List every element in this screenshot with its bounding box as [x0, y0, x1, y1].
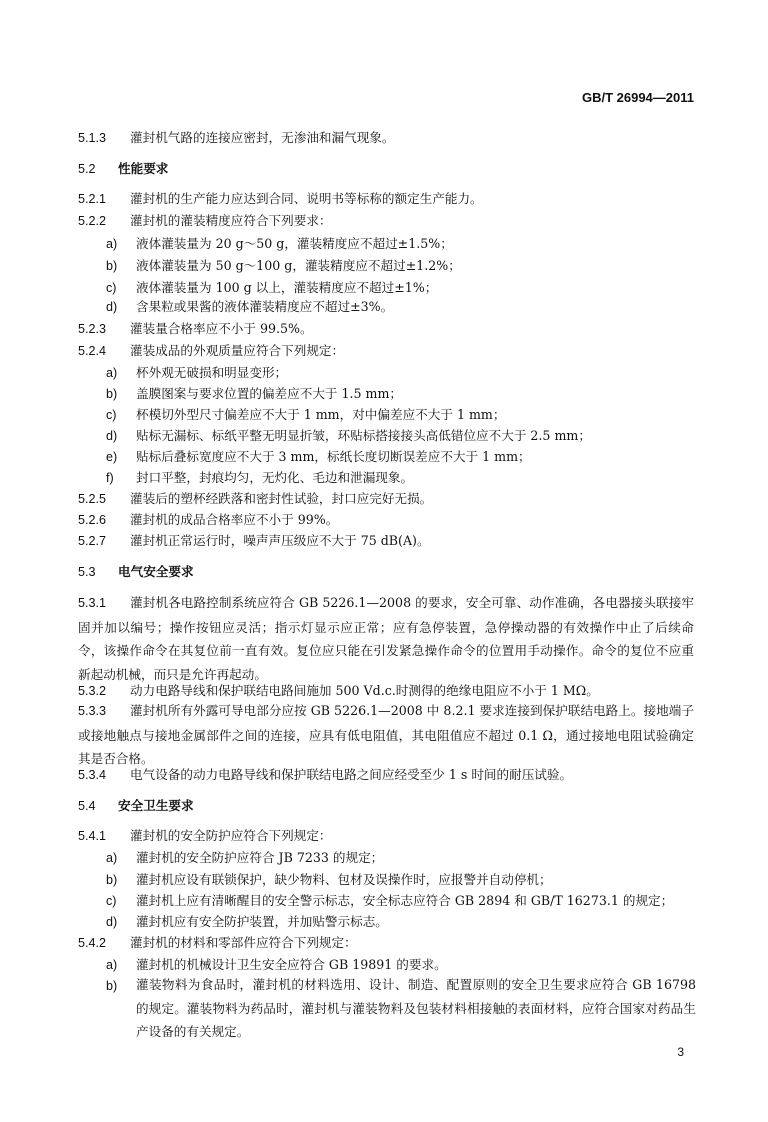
section-title: 电气安全要求 [118, 564, 194, 579]
clause-text: 动力电路导线和保护联结电路间施加 500 Vd.c.时测得的绝缘电阻应不小于 1 MΩ。 [130, 683, 599, 698]
item-label: d) [106, 300, 118, 314]
item-label: b) [106, 873, 118, 887]
clause-5-2-1 [78, 190, 483, 208]
item-label: a) [106, 851, 118, 865]
item-label: e) [106, 450, 118, 464]
list-item [106, 913, 388, 931]
item-text: 灌封机上应有清晰醒目的安全警示标志，安全标志应符合 GB 2894 和 GB/T 16273.1 的规定； [136, 893, 674, 908]
clause-5-2-3 [78, 320, 313, 338]
item-text: 含果粒或果酱的液体灌装精度应不超过±3%。 [136, 299, 394, 314]
list-item [106, 977, 136, 995]
clause-text: 灌封机所有外露可导电部分应按 GB 5226.1—2008 中 8.2.1 要求连接到保护联结电路上。接地端子或接地触点与接地金属部件之间的连接，应具有低电阻值，其电阻值应不超过 0.1 Ω，通过接地电阻试验确定其是否合格。 [78, 703, 694, 766]
clause-text: 灌封机气路的连接应密封，无渗油和漏气现象。 [130, 130, 395, 145]
clause-5-2-6 [78, 511, 338, 529]
clause-text: 灌封机正常运行时，噪声声压级应不大于 75 dB(A)。 [130, 533, 430, 548]
clause-number: 5.2.1 [78, 192, 107, 206]
item-label: a) [106, 237, 118, 251]
clause-text: 灌封机的灌装精度应符合下列要求： [130, 213, 332, 228]
item-text: 盖膜图案与要求位置的偏差应不大于 1.5 mm； [136, 386, 403, 401]
clause-number: 5.4.1 [78, 829, 107, 843]
item-label: b) [106, 259, 118, 273]
standard-header: GB/T 26994—2011 [581, 90, 694, 105]
list-item [106, 279, 437, 297]
clause-number: 5.3.3 [78, 704, 107, 718]
clause-5-2-7 [78, 532, 430, 550]
item-text: 贴标后叠标宽度应不大于 3 mm，标纸长度切断误差应不大于 1 mm； [136, 449, 531, 464]
list-item [106, 298, 393, 316]
clause-5-3-4 [78, 766, 572, 784]
clause-number: 5.2.4 [78, 344, 107, 358]
item-label: c) [106, 408, 117, 422]
list-item [106, 235, 453, 253]
section-number: 5.2 [78, 162, 96, 176]
clause-number: 5.1.3 [78, 131, 107, 145]
clause-text: 灌装后的塑杯经跌落和密封性试验，封口应完好无损。 [130, 491, 433, 506]
clause-5-3-1 [78, 591, 694, 686]
item-label: a) [106, 366, 118, 380]
item-text: 杯外观无破损和明显变形； [136, 365, 288, 380]
list-item [106, 385, 402, 403]
list-item [106, 406, 505, 424]
clause-number: 5.3.1 [78, 596, 107, 610]
section-5-2-heading [78, 160, 168, 178]
clause-text: 灌封机的生产能力应达到合同、说明书等标称的额定生产能力。 [130, 191, 483, 206]
clause-5-4-1 [78, 827, 332, 845]
list-item [106, 448, 531, 466]
clause-5-3-2 [78, 682, 599, 700]
item-text: 灌封机应设有联锁保护，缺少物料、包材及误操作时，应报警并自动停机； [136, 872, 552, 887]
clause-text: 灌封机的成品合格率应不小于 99%。 [130, 512, 339, 527]
item-text: 灌封机的安全防护应符合 JB 7233 的规定； [136, 850, 384, 865]
list-item [106, 469, 413, 487]
clause-5-1-3 [78, 129, 394, 147]
list-item [106, 871, 552, 889]
list-item [106, 364, 287, 382]
clause-5-2-5 [78, 490, 432, 508]
item-text: 灌封机应有安全防护装置，并加贴警示标志。 [136, 914, 388, 929]
clause-number: 5.4.2 [78, 936, 107, 950]
clause-text: 灌装量合格率应不小于 99.5%。 [130, 321, 313, 336]
section-5-3-heading [78, 563, 194, 581]
section-title: 安全卫生要求 [118, 798, 194, 813]
clause-text: 灌封机的安全防护应符合下列规定： [130, 828, 332, 843]
item-label: b) [106, 387, 118, 401]
item-text: 贴标无漏标、标纸平整无明显折皱，环贴标搭接接头高低错位应不大于 2.5 mm； [136, 428, 591, 443]
item-text: 液体灌装量为 50 g～100 g，灌装精度应不超过±1.2%； [136, 258, 461, 273]
item-text: 液体灌装量为 20 g～50 g，灌装精度应不超过±1.5%； [136, 236, 453, 251]
item-text: 灌封机的机械设计卫生安全应符合 GB 19891 的要求。 [136, 957, 447, 972]
list-item-text: 灌装物料为食品时，灌封机的材料选用、设计、制造、配置原则的安全卫生要求应符合 GB 16798 的规定。灌装物料为药品时，灌封机与灌装物料及包装材料相接触的表面材料，应符合国家对药品生产设备的有关规定。 [136, 977, 696, 1039]
clause-number: 5.2.6 [78, 513, 107, 527]
section-5-4-heading [78, 797, 194, 815]
section-title: 性能要求 [118, 161, 169, 176]
list-item [106, 892, 673, 910]
clause-text: 灌装成品的外观质量应符合下列规定： [130, 343, 345, 358]
list-item [106, 257, 461, 275]
item-label: d) [106, 915, 118, 929]
clause-number: 5.2.2 [78, 214, 107, 228]
list-item [106, 956, 447, 974]
clause-text: 电气设备的动力电路导线和保护联结电路之间应经受至少 1 s 时间的耐压试验。 [130, 767, 573, 782]
clause-number: 5.2.3 [78, 322, 107, 336]
clause-5-2-4 [78, 342, 344, 360]
clause-number: 5.3.2 [78, 684, 107, 698]
item-label: a) [106, 958, 118, 972]
list-item [106, 427, 591, 445]
item-label: c) [106, 894, 117, 908]
item-text: 液体灌装量为 100 g 以上，灌装精度应不超过±1%； [136, 280, 438, 295]
section-number: 5.3 [78, 565, 96, 579]
clause-number: 5.3.4 [78, 768, 107, 782]
item-label: c) [106, 281, 117, 295]
item-text: 杯模切外型尺寸偏差应不大于 1 mm，对中偏差应不大于 1 mm； [136, 407, 506, 422]
clause-text: 灌封机各电路控制系统应符合 GB 5226.1—2008 的要求，安全可靠、动作准确，各电器接头联接牢固并加以编号；操作按钮应灵活；指示灯显示应正常；应有急停装置，急停操动器的有效操作中止了后续命令，该操作命令在其复位前一直有效。复位应只能在引发紧急操作命令的位置用手动操作。命令的复位不应重新起动机械，而只是允许再起动。 [78, 595, 694, 682]
clause-5-4-2 [78, 934, 357, 952]
item-label: b) [106, 979, 118, 993]
clause-number: 5.2.5 [78, 492, 107, 506]
page-number: 3 [677, 1045, 684, 1059]
clause-5-2-2 [78, 212, 332, 230]
clause-number: 5.2.7 [78, 534, 107, 548]
section-number: 5.4 [78, 799, 96, 813]
clause-text: 灌封机的材料和零部件应符合下列规定： [130, 935, 357, 950]
item-text: 封口平整，封痕均匀，无灼化、毛边和泄漏现象。 [136, 470, 414, 485]
list-item [106, 849, 383, 867]
clause-5-3-3 [78, 699, 694, 771]
item-label: d) [106, 429, 118, 443]
item-label: f) [106, 471, 114, 485]
